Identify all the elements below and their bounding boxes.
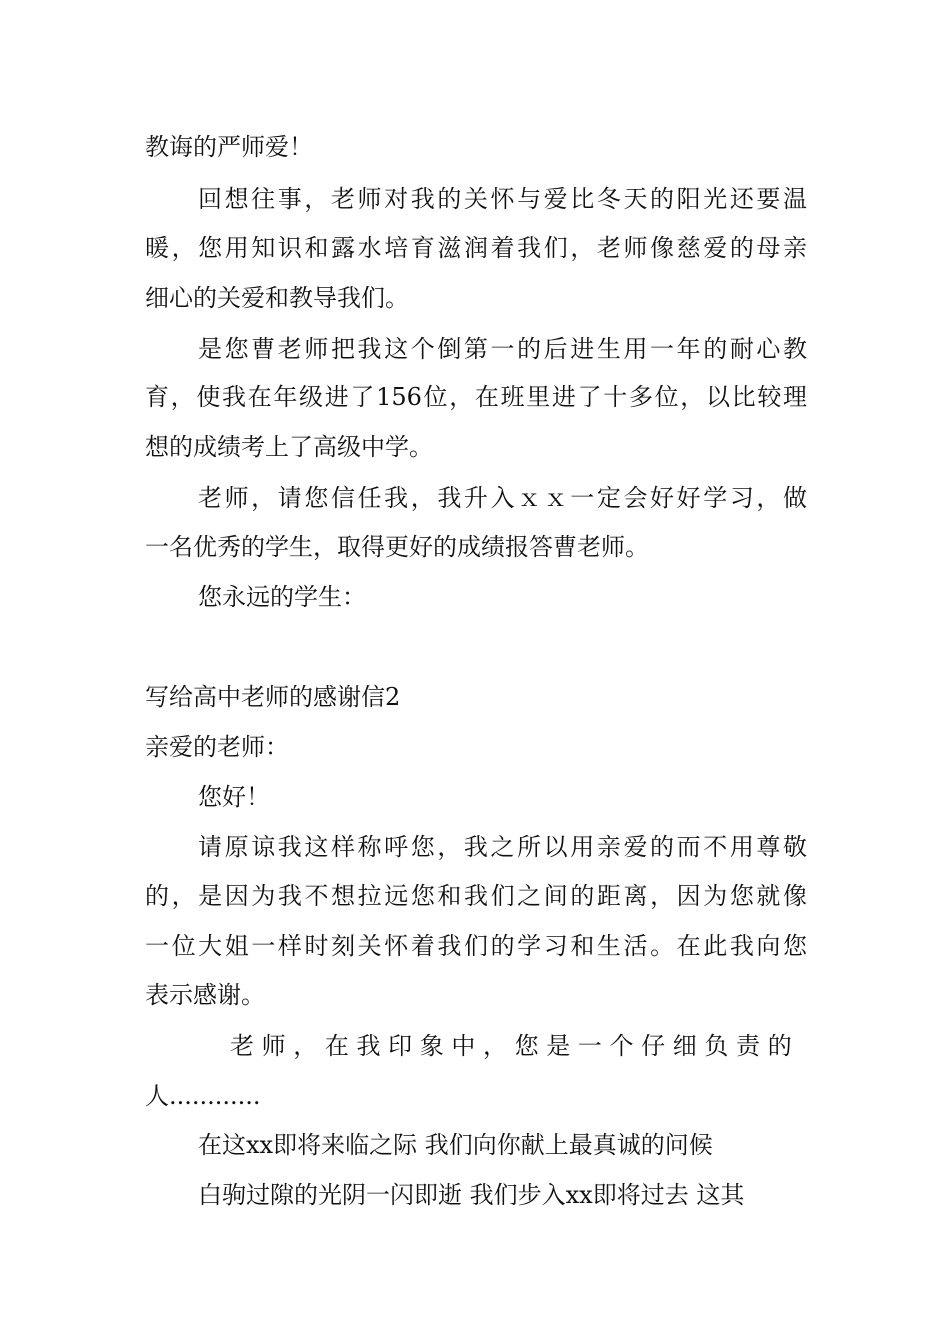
text-line: 的，是因为我不想拉远您和我们之间的距离，因为您就像 [145,882,807,910]
text-line: 回想往事，老师对我的关怀与爱比冬天的阳光还要温 [198,185,807,213]
text-line: 想的成绩考上了高级中学。 [145,433,433,461]
text-line: 白驹过隙的光阴一闪即逝 我们步入xx即将过去 这其 [198,1181,745,1209]
text-line: 请原谅我这样称呼您，我之所以用亲爱的而不用尊敬 [198,833,807,861]
text-line: 一位大姐一样时刻关怀着我们的学习和生活。在此我向您 [145,932,807,960]
text-line: 在这xx即将来临之际 我们向你献上最真诚的问候 [198,1131,713,1159]
text-line: 暖，您用知识和露水培育滋润着我们，老师像慈爱的母亲 [145,234,807,262]
text-line: 细心的关爱和教导我们。 [145,284,409,312]
text-line: 老师，请您信任我，我升入ｘｘ一定会好好学习，做 [198,484,807,512]
text-line: 教诲的严师爱！ [145,133,313,161]
text-line: 是您曹老师把我这个倒第一的后进生用一年的耐心教 [198,335,807,363]
text-line: 一名优秀的学生，取得更好的成绩报答曹老师。 [145,533,649,561]
section-title: 写给高中老师的感谢信2 [145,683,401,711]
greeting: 您好！ [198,783,270,811]
text-line: 人............ [145,1082,261,1110]
text-line: 育，使我在年级进了156位，在班里进了十多位，以比较理 [145,383,807,411]
text-line: 您永远的学生： [198,583,366,611]
salutation: 亲爱的老师： [145,733,289,761]
text-line: 老 师 ， 在 我 印 象 中 ， 您 是 一 个 仔 细 负 责 的 [230,1032,792,1060]
text-line: 表示感谢。 [145,981,265,1009]
